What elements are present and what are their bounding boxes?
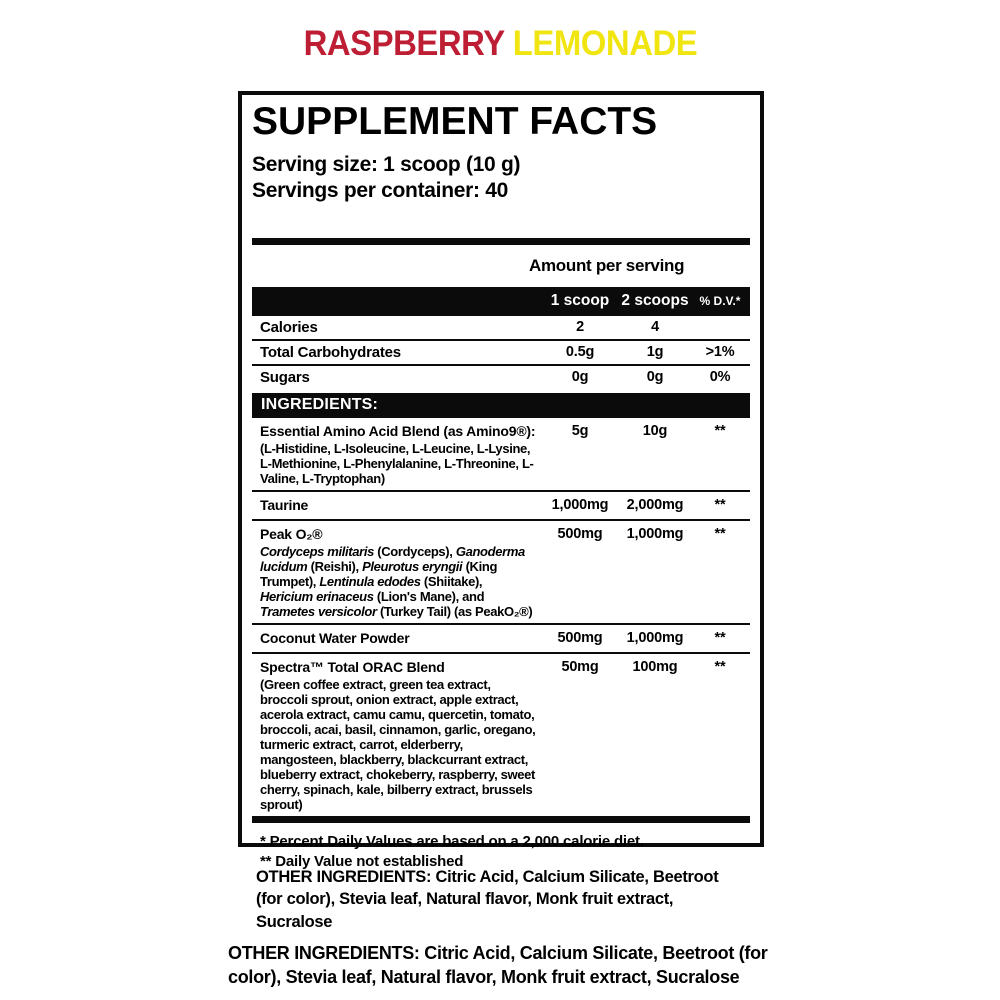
value-2-scoops: 10g xyxy=(642,422,668,439)
divider-bar-top xyxy=(252,238,750,245)
value-dv: >1% xyxy=(705,344,735,361)
value-1-scoop: 50mg xyxy=(561,658,599,675)
divider-bar-bottom xyxy=(252,816,750,823)
flavor-word-lemonade: LEMONADE xyxy=(503,24,697,63)
column-header-2-scoops: 2 scoops xyxy=(621,292,689,310)
value-1-scoop: 5g xyxy=(571,422,589,439)
row-name: Spectra™ Total ORAC Blend xyxy=(260,658,445,675)
value-2-scoops: 1g xyxy=(646,344,664,361)
ingredient-sub: (Green coffee extract, green tea extract, broccoli sprout, onion extract, apple extract, acerola extract, camu camu, quercetin, tomato, broccoli, acai, basil, cinnamon, garlic, oregano, turmeric extract, carrot, elderberry, mangosteen, blackberry, blackcurrant extract, blueberry extract, chokeberry, raspberry, sweet cherry, spinach, kale, bilberry extract, brussels sprout) xyxy=(260,676,536,812)
value-2-scoops: 100mg xyxy=(632,658,678,675)
value-2-scoops: 2,000mg xyxy=(626,496,684,513)
amount-per-serving-label: Amount per serving xyxy=(529,255,685,275)
ingredient-row-spectra-orac-blend xyxy=(252,654,750,816)
column-header-dv: % D.V.* xyxy=(699,294,741,309)
footnote-daily-values: * Percent Daily Values are based on a 2,000 calorie diet. xyxy=(260,832,644,850)
value-1-scoop: 0g xyxy=(571,369,589,386)
ingredient-sub: Cordyceps militaris (Cordyceps), Ganoderma lucidum (Reishi), Pleurotus eryngii (King Trumpet), Lentinula edodes (Shiitake), Hericium erinaceus (Lion's Mane), and Trametes versicolor (Turkey Tail) (as PeakO₂®) xyxy=(260,543,533,619)
flavor-title-text xyxy=(303,24,697,64)
row-name: Coconut Water Powder xyxy=(260,629,410,646)
other-ingredients-block-2: OTHER INGREDIENTS: Citric Acid, Calcium Silicate, Beetroot (for color), Stevia leaf, Natural flavor, Monk fruit extract, Sucralose xyxy=(228,943,768,988)
row-name: Peak O₂® xyxy=(260,525,323,542)
column-header-1-scoop: 1 scoop xyxy=(550,292,610,310)
serving-size: Serving size: 1 scoop (10 g) xyxy=(252,153,521,176)
ingredient-row-coconut-water-powder xyxy=(252,625,750,654)
nutrient-row-total-carbohydrates xyxy=(252,341,750,366)
other-ingredients-block-1: OTHER INGREDIENTS: Citric Acid, Calcium Silicate, Beetroot (for color), Stevia leaf, Natural flavor, Monk fruit extract, Sucralose xyxy=(256,868,719,931)
value-1-scoop: 500mg xyxy=(557,629,603,646)
nutrient-row-sugars xyxy=(252,366,750,389)
row-name: Taurine xyxy=(260,496,309,513)
ingredient-row-essential-amino-acid-blend xyxy=(252,418,750,492)
flavor-word-raspberry: RASPBERRY xyxy=(303,24,504,63)
supplement-facts-panel xyxy=(238,91,764,870)
ingredient-name-cell xyxy=(260,497,540,515)
column-header-row xyxy=(252,287,750,316)
row-name: Total Carbohydrates xyxy=(260,343,401,361)
row-name: Essential Amino Acid Blend (as Amino9®): xyxy=(260,422,536,439)
value-2-scoops: 4 xyxy=(651,319,659,336)
nutrient-row-calories xyxy=(252,316,750,341)
ingredient-row-taurine xyxy=(252,492,750,521)
ingredient-name-cell xyxy=(260,630,540,648)
value-2-scoops: 1,000mg xyxy=(626,629,684,646)
value-1-scoop: 1,000mg xyxy=(551,496,609,513)
value-dv: ** xyxy=(714,658,726,675)
ingredient-name-cell xyxy=(260,526,540,619)
footnote-dv-not-established: ** Daily Value not established xyxy=(260,852,464,870)
value-1-scoop: 500mg xyxy=(557,525,603,542)
ingredient-name-cell xyxy=(260,423,540,486)
value-1-scoop: 0.5g xyxy=(565,344,595,361)
value-dv: ** xyxy=(714,525,726,542)
supplement-facts-heading: SUPPLEMENT FACTS xyxy=(252,100,658,143)
ingredient-sub: (L-Histidine, L-Isoleucine, L-Leucine, L-Lysine, L-Methionine, L-Phenylalanine, L-Threonine, L-Valine, L-Tryptophan) xyxy=(260,440,534,486)
value-1-scoop: 2 xyxy=(576,319,584,336)
value-dv: ** xyxy=(714,496,726,513)
value-dv: ** xyxy=(714,422,726,439)
servings-per-container: Servings per container: 40 xyxy=(252,179,508,203)
value-dv: 0% xyxy=(709,369,731,386)
row-name: Sugars xyxy=(260,368,310,386)
value-dv: ** xyxy=(714,629,726,646)
value-2-scoops: 1,000mg xyxy=(626,525,684,542)
flavor-title xyxy=(0,24,1000,64)
ingredient-name-cell xyxy=(260,659,540,812)
ingredients-band: INGREDIENTS: xyxy=(252,393,750,418)
value-2-scoops: 0g xyxy=(646,369,664,386)
ingredient-row-peak-o2 xyxy=(252,521,750,625)
row-name: Calories xyxy=(260,318,318,336)
